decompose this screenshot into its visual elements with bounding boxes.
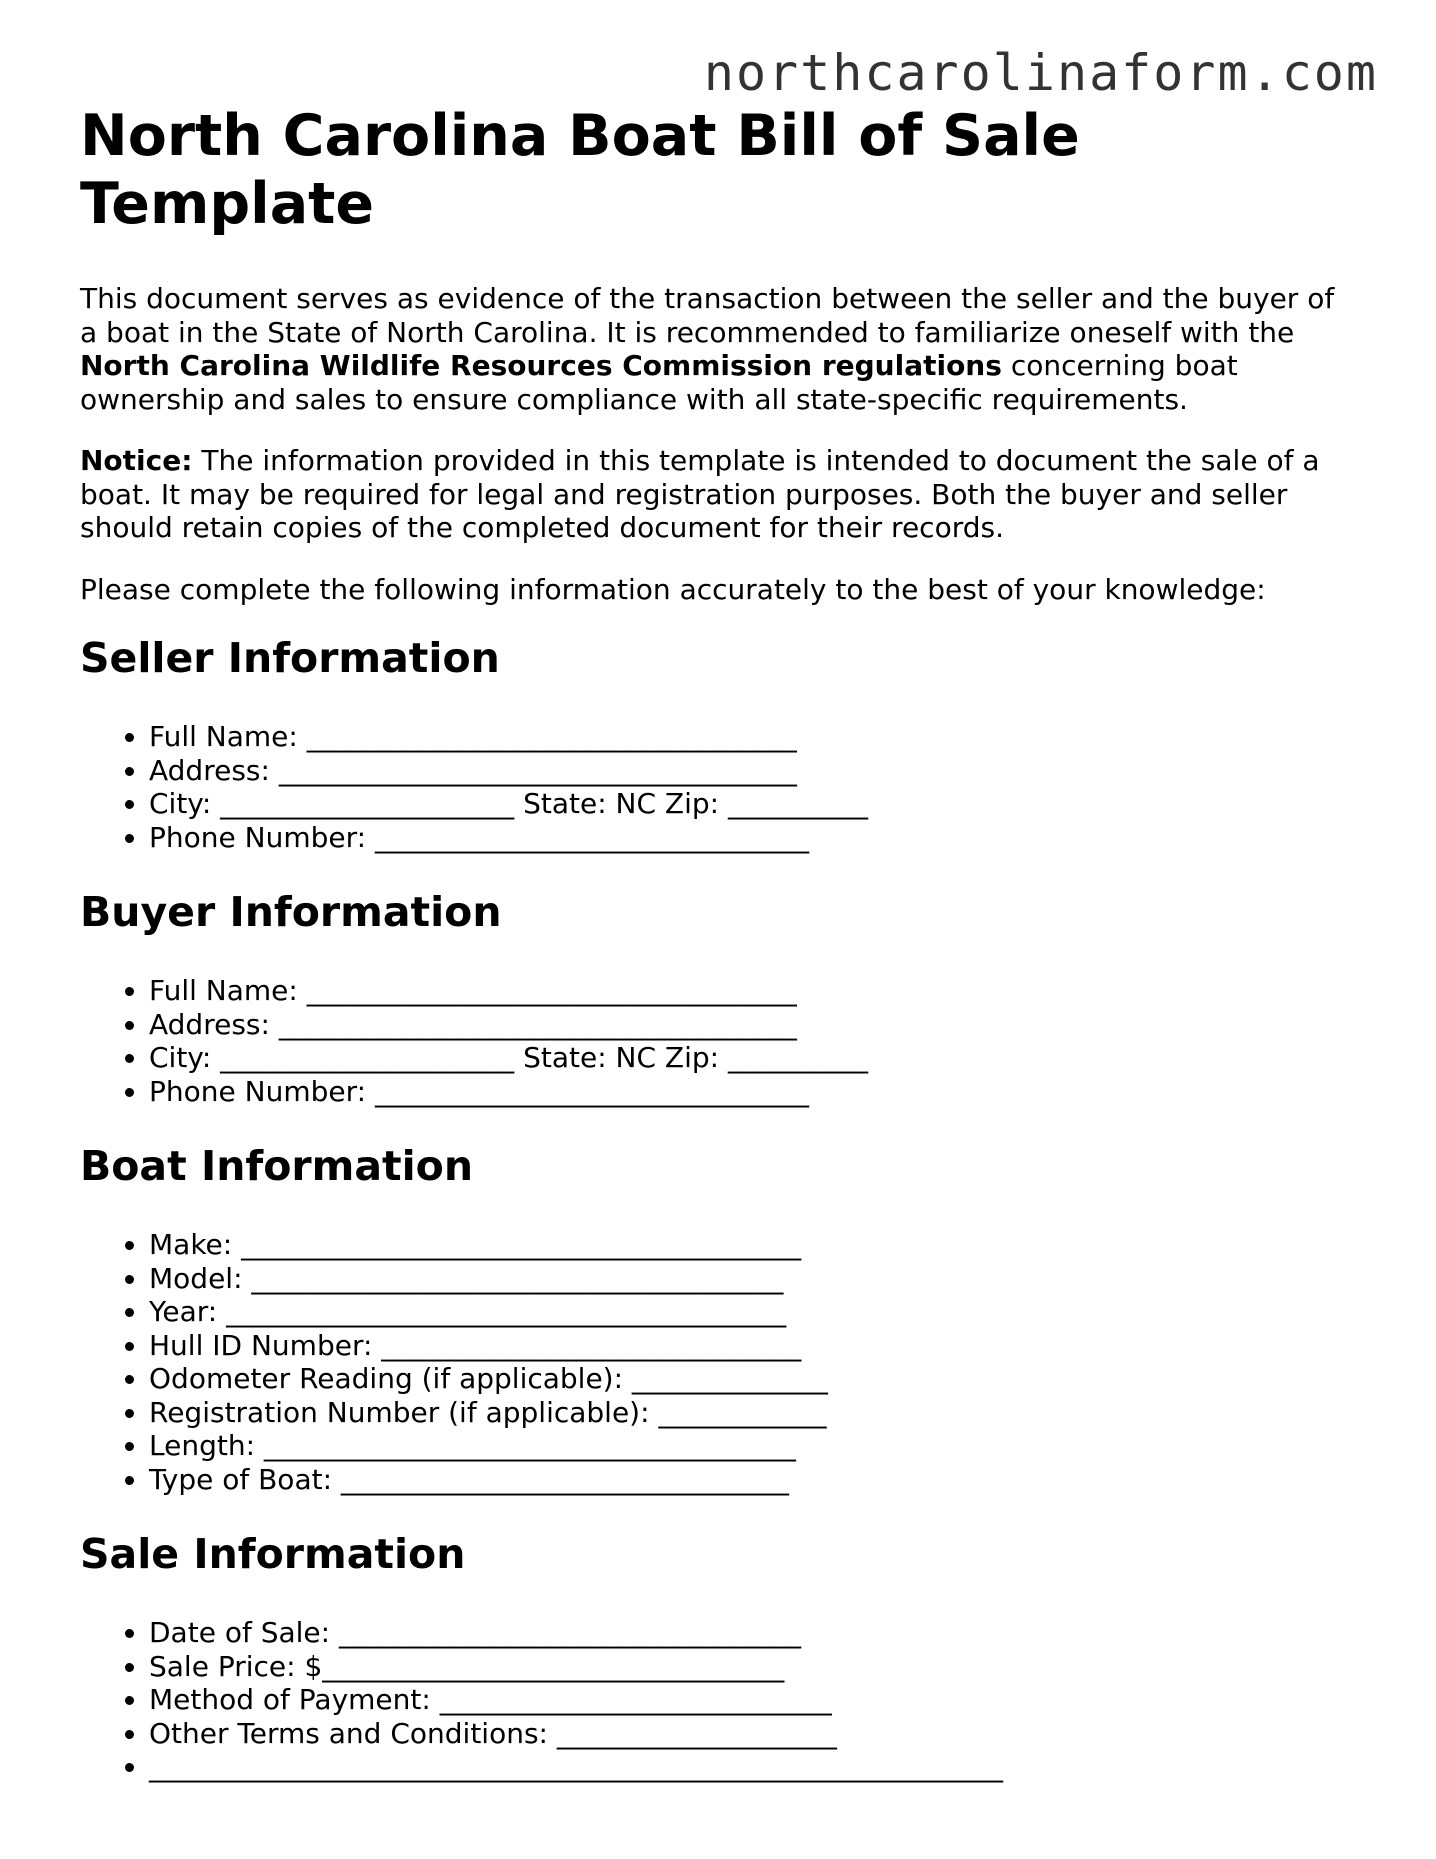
intro-bold-regulations: North Carolina Wildlife Resources Commission regulations bbox=[80, 349, 1002, 382]
boat-hull-id-field[interactable]: • Hull ID Number: ______________________________ bbox=[149, 1329, 1360, 1363]
buyer-address-field[interactable]: • Address: _____________________________________ bbox=[149, 1008, 1360, 1042]
notice-paragraph bbox=[80, 444, 1360, 545]
buyer-city-state-zip-field[interactable]: • City: _____________________ State: NC Zip: __________ bbox=[149, 1041, 1360, 1075]
sale-payment-method-field[interactable]: • Method of Payment: ____________________________ bbox=[149, 1683, 1360, 1717]
sale-list bbox=[80, 1616, 1360, 1784]
seller-full-name-field[interactable]: • Full Name: ___________________________________ bbox=[149, 720, 1360, 754]
buyer-heading: Buyer Information bbox=[80, 888, 502, 936]
boat-odometer-field[interactable]: • Odometer Reading (if applicable): ______________ bbox=[149, 1362, 1360, 1396]
boat-list bbox=[80, 1228, 1360, 1496]
boat-registration-field[interactable]: • Registration Number (if applicable): ____________ bbox=[149, 1396, 1360, 1430]
boat-heading: Boat Information bbox=[80, 1142, 474, 1190]
seller-address-field[interactable]: • Address: _____________________________________ bbox=[149, 754, 1360, 788]
sale-extra-terms-line[interactable]: • _____________________________________________________________ bbox=[149, 1750, 1360, 1784]
document-title: North Carolina Boat Bill of Sale Template bbox=[80, 103, 1080, 237]
sale-date-field[interactable]: • Date of Sale: _________________________________ bbox=[149, 1616, 1360, 1650]
notice-label: Notice: bbox=[80, 444, 193, 477]
buyer-list bbox=[80, 974, 1360, 1108]
buyer-full-name-field[interactable]: • Full Name: ___________________________________ bbox=[149, 974, 1360, 1008]
boat-year-field[interactable]: • Year: ________________________________________ bbox=[149, 1295, 1360, 1329]
document-page bbox=[80, 102, 1360, 1818]
sale-heading: Sale Information bbox=[80, 1530, 466, 1578]
buyer-phone-field[interactable]: • Phone Number: _______________________________ bbox=[149, 1075, 1360, 1109]
sale-other-terms-field[interactable]: • Other Terms and Conditions: ____________________ bbox=[149, 1717, 1360, 1751]
instruction-paragraph: Please complete the following information accurately to the best of your knowledge: bbox=[80, 572, 1266, 606]
notice-text: The information provided in this template is intended to document the sale of a boat. It may be required for legal and registration purposes. Both the buyer and seller should retain copies of the completed document for their records. bbox=[80, 444, 1320, 544]
seller-phone-field[interactable]: • Phone Number: _______________________________ bbox=[149, 821, 1360, 855]
sale-price-field[interactable]: • Sale Price: $_________________________________ bbox=[149, 1650, 1360, 1684]
boat-make-field[interactable]: • Make: ________________________________________ bbox=[149, 1228, 1360, 1262]
intro-text-2: concerning boat ownership and sales to ensure compliance with all state-specific requirements. bbox=[80, 349, 1238, 416]
seller-list bbox=[80, 720, 1360, 854]
boat-length-field[interactable]: • Length: ______________________________________ bbox=[149, 1429, 1360, 1463]
intro-paragraph bbox=[80, 282, 1360, 416]
seller-heading: Seller Information bbox=[80, 634, 500, 682]
boat-model-field[interactable]: • Model: ______________________________________ bbox=[149, 1262, 1360, 1296]
seller-city-state-zip-field[interactable]: • City: _____________________ State: NC Zip: __________ bbox=[149, 787, 1360, 821]
site-watermark: northcarolinaform.com bbox=[703, 44, 1378, 102]
intro-text-1: This document serves as evidence of the transaction between the seller and the buyer of a boat in the State of North Carolina. It is recommended to familiarize oneself with the bbox=[80, 282, 1335, 349]
boat-type-field[interactable]: • Type of Boat: ________________________________ bbox=[149, 1463, 1360, 1497]
